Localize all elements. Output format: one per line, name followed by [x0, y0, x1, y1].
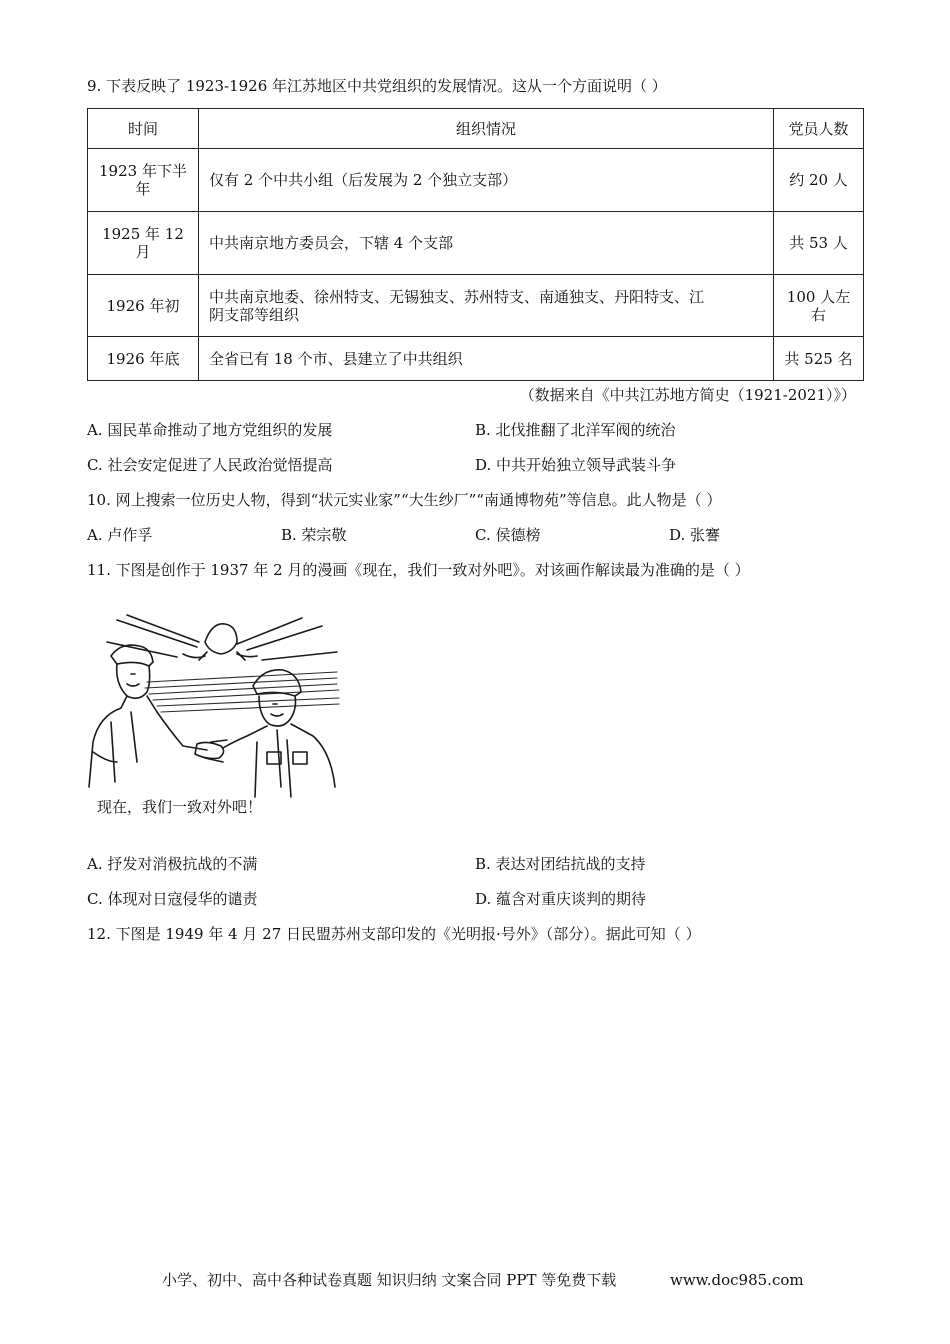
- q11-stem: 11. 下图是创作于 1937 年 2 月的漫画《现在，我们一致对外吧》。对该画作解读最为准确的是（ ）: [87, 561, 750, 579]
- cell-time: [88, 212, 199, 275]
- q9-stem: 9. 下表反映了 1923-1926 年江苏地区中共党组织的发展情况。这从一个方面说明（ ）: [87, 77, 667, 95]
- q9-option-c: C. 社会安定促进了人民政治觉悟提高: [87, 456, 333, 474]
- cell-members: [774, 149, 864, 212]
- header-time: 时间: [88, 109, 199, 149]
- members-text: 共 525 名: [784, 349, 853, 368]
- time-line: 1925 年 12: [102, 225, 184, 243]
- time-line: 1926 年初: [106, 296, 180, 315]
- members-text: 约 20 人: [789, 171, 848, 189]
- cell-org: [199, 275, 774, 337]
- org-text: 中共南京地方委员会，下辖 4 个支部: [209, 234, 454, 252]
- table-source-note: （数据来自《中共江苏地方简史（1921-2021）》）: [519, 386, 856, 404]
- time-line: 1926 年底: [106, 349, 180, 368]
- q9-option-b: B. 北伐推翻了北洋军阀的统治: [475, 421, 676, 439]
- table-row: [88, 149, 864, 212]
- footer-text: 小学、初中、高中各种试卷真题 知识归纳 文案合同 PPT 等免费下载: [162, 1271, 617, 1289]
- org-text: 中共南京地委、徐州特支、无锡独支、苏州特支、南通独支、丹阳特支、江: [209, 287, 705, 306]
- q10-stem: 10. 网上搜索一位历史人物，得到“状元实业家”“大生纱厂”“南通博物苑”等信息。此人物是（ ）: [87, 491, 722, 509]
- table-row: [88, 337, 864, 381]
- cell-time: [88, 337, 199, 381]
- header-org: 组织情况: [199, 109, 774, 149]
- table-row: [88, 212, 864, 275]
- cell-members: [774, 212, 864, 275]
- cell-time: [88, 275, 199, 337]
- cell-org: [199, 337, 774, 381]
- table-header-row: [88, 109, 864, 149]
- org-text: 仅有 2 个中共小组（后发展为 2 个独立支部）: [209, 171, 518, 189]
- q12-stem: 12. 下图是 1949 年 4 月 27 日民盟苏州支部印发的《光明报·号外》（部分）。据此可知（ ）: [87, 925, 701, 943]
- q11-option-a: A. 抒发对消极抗战的不满: [87, 855, 258, 873]
- cell-org: [199, 212, 774, 275]
- q9-option-a: A. 国民革命推动了地方党组织的发展: [87, 421, 333, 439]
- time-line: 年: [135, 180, 151, 198]
- members-text: 右: [810, 305, 826, 324]
- q11-option-b: B. 表达对团结抗战的支持: [475, 855, 646, 873]
- q10-option-c: C. 侯德榜: [475, 526, 541, 544]
- cell-members: [774, 275, 864, 337]
- header-members: 党员人数: [774, 109, 864, 149]
- org-text: 阴支部等组织: [209, 305, 300, 324]
- org-table: [87, 108, 864, 381]
- members-text: 100 人左: [786, 287, 851, 306]
- members-text: 共 53 人: [789, 234, 848, 252]
- org-text: 全省已有 18 个市、县建立了中共组织: [209, 349, 463, 368]
- cell-time: [88, 149, 199, 212]
- q10-option-b: B. 荣宗敬: [281, 526, 347, 544]
- q9-option-d: D. 中共开始独立领导武装斗争: [475, 456, 677, 474]
- q11-option-c: C. 体现对日寇侵华的谴责: [87, 890, 258, 908]
- cell-org: [199, 149, 774, 212]
- cartoon-image: [87, 612, 349, 822]
- footer-url[interactable]: www.doc985.com: [670, 1271, 804, 1289]
- cartoon-drawing: [87, 612, 349, 822]
- q10-option-a: A. 卢作孚: [87, 526, 153, 544]
- cell-members: [774, 337, 864, 381]
- time-line: 1923 年下半: [99, 162, 187, 180]
- cartoon-caption: 现在，我们一致对外吧！: [97, 798, 263, 816]
- time-line: 月: [135, 243, 151, 261]
- table-row: [88, 275, 864, 337]
- q10-option-d: D. 张謇: [669, 526, 721, 544]
- q11-option-d: D. 蕴含对重庆谈判的期待: [475, 890, 647, 908]
